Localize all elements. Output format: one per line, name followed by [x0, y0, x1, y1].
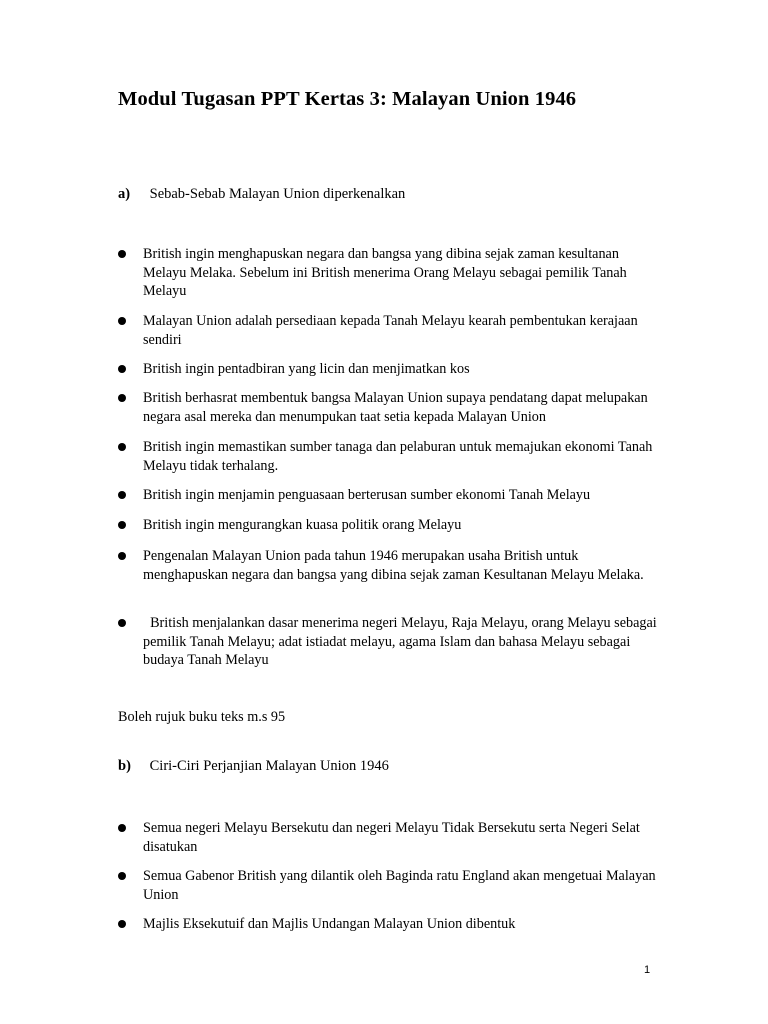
section-b-title: Ciri-Ciri Perjanjian Malayan Union 1946	[149, 758, 389, 774]
section-a-heading	[118, 186, 405, 203]
bullet-icon	[118, 491, 126, 499]
list-item: Semua Gabenor British yang dilantik oleh Baginda ratu England akan mengetuai Malayan Union	[118, 867, 663, 904]
bullet-icon	[118, 443, 126, 451]
bullet-icon	[118, 619, 126, 627]
section-a-label: a)	[118, 186, 131, 202]
bullet-icon	[118, 824, 126, 832]
list-item: Malayan Union adalah persediaan kepada Tanah Melayu kearah pembentukan kerajaan sendiri	[118, 312, 663, 349]
page-number: 1	[644, 964, 651, 976]
bullet-icon	[118, 317, 126, 325]
textbook-reference-note: Boleh rujuk buku teks m.s 95	[118, 709, 286, 725]
bullet-icon	[118, 521, 126, 529]
list-item: British berhasrat membentuk bangsa Malayan Union supaya pendatang dapat melupakan negara asal mereka dan menumpukan taat setia kepada Malayan Union	[118, 389, 663, 426]
section-b-label: b)	[118, 758, 131, 774]
list-item: British ingin menghapuskan negara dan bangsa yang dibina sejak zaman kesultanan Melayu Melaka. Sebelum ini British menerima Orang Melayu sebagai pemilik Tanah Melayu	[118, 245, 663, 301]
section-b-heading	[118, 758, 389, 775]
section-a-title: Sebab-Sebab Malayan Union diperkenalkan	[149, 186, 406, 202]
list-item: Pengenalan Malayan Union pada tahun 1946 merupakan usaha British untuk menghapuskan negara dan bangsa yang dibina sejak zaman Kesultanan Melayu Melaka.	[118, 547, 663, 584]
list-item: British ingin mengurangkan kuasa politik orang Melayu	[118, 516, 663, 535]
bullet-icon	[118, 394, 126, 402]
bullet-icon	[118, 872, 126, 880]
list-item: British ingin pentadbiran yang licin dan menjimatkan kos	[118, 360, 663, 379]
bullet-icon	[118, 920, 126, 928]
bullet-icon	[118, 250, 126, 258]
list-item: British menjalankan dasar menerima negeri Melayu, Raja Melayu, orang Melayu sebagai pemilik Tanah Melayu; adat istiadat melayu, agama Islam dan bahasa Melayu sebagai budaya Tanah Melayu	[118, 614, 663, 670]
bullet-icon	[118, 365, 126, 373]
list-item: Semua negeri Melayu Bersekutu dan negeri Melayu Tidak Bersekutu serta Negeri Selat disatukan	[118, 819, 663, 856]
page-title: Modul Tugasan PPT Kertas 3: Malayan Union 1946	[118, 88, 577, 110]
list-item: Majlis Eksekutuif dan Majlis Undangan Malayan Union dibentuk	[118, 915, 663, 934]
list-item: British ingin memastikan sumber tanaga dan pelaburan untuk memajukan ekonomi Tanah Melayu tidak terhalang.	[118, 438, 663, 475]
bullet-icon	[118, 552, 126, 560]
list-item: British ingin menjamin penguasaan berterusan sumber ekonomi Tanah Melayu	[118, 486, 663, 505]
